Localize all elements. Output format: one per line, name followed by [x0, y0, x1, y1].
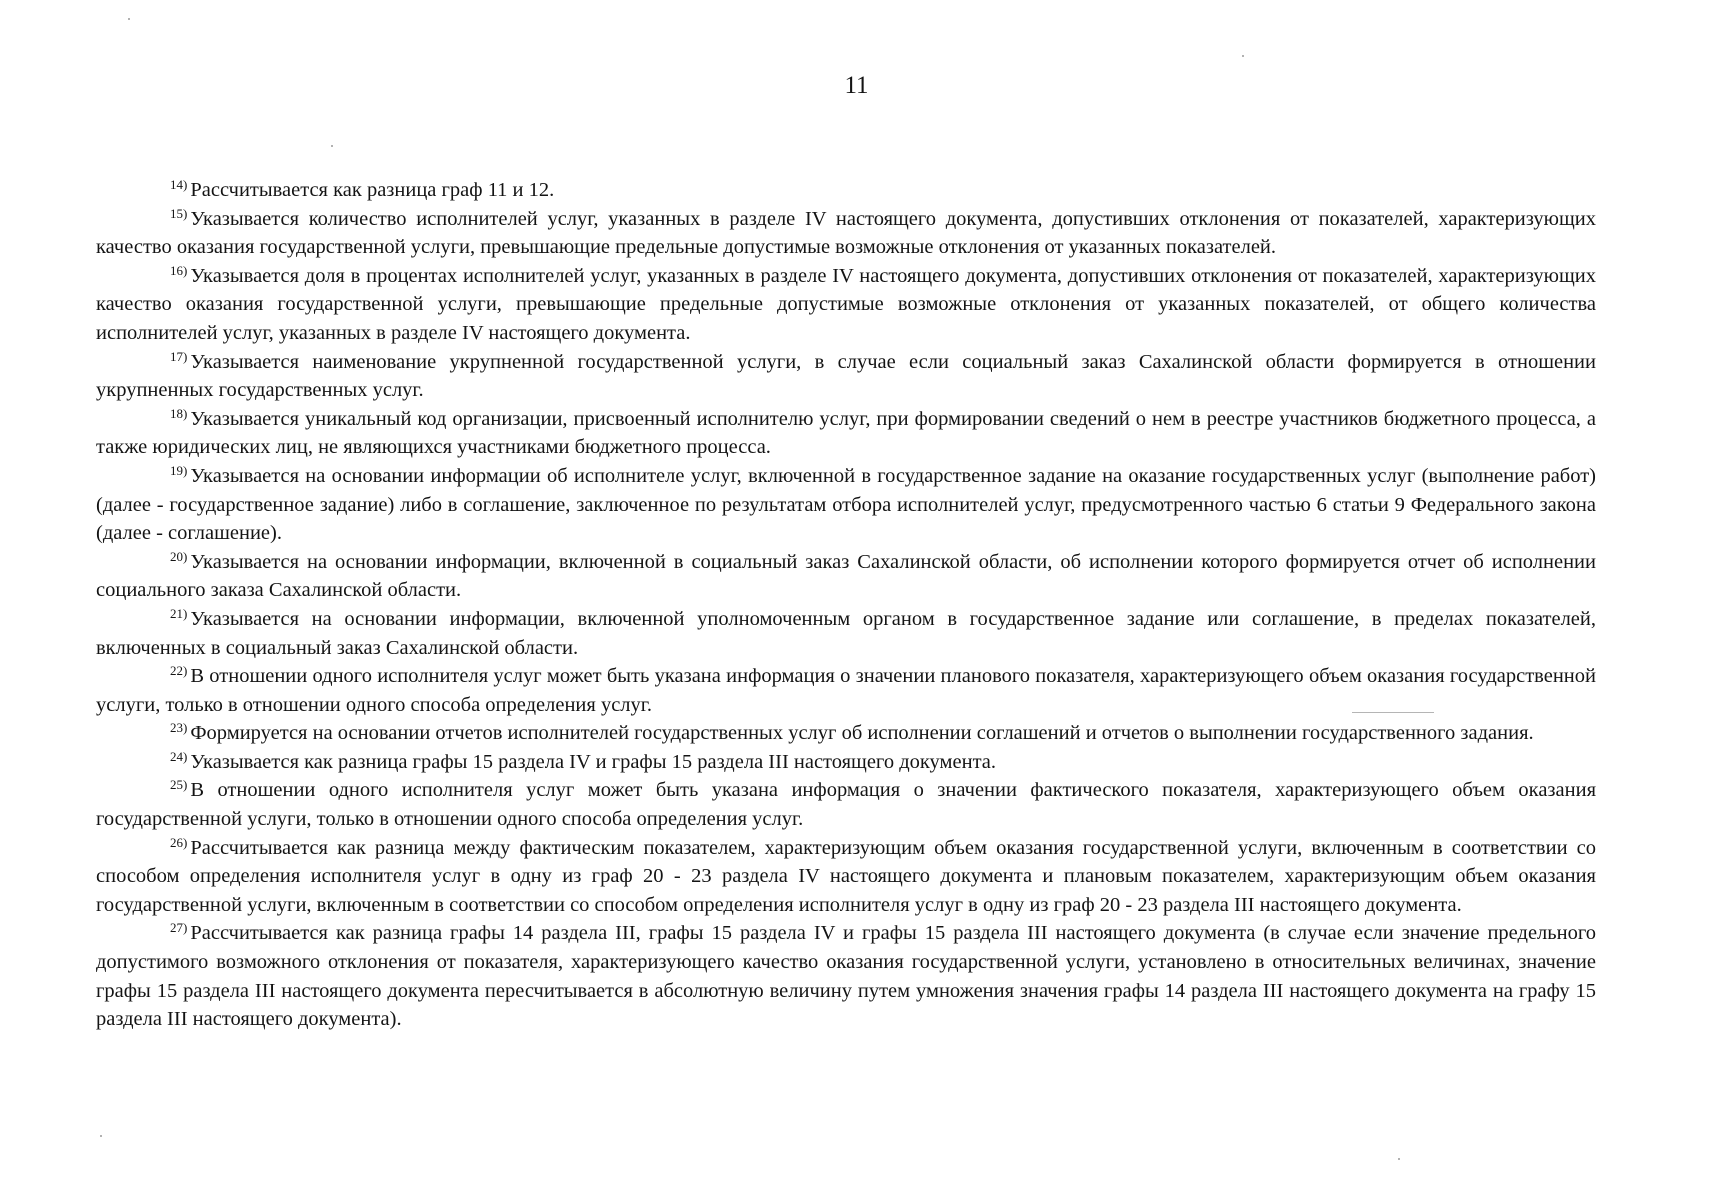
footnote-16 [96, 262, 1596, 348]
footnote-text: Рассчитывается как разница между фактическим показателем, характеризующим объем оказания государственной услуги, включенным в соответствии со способом определения исполнителя услуг в одну из граф 20 - 23 раздела IV настоящего документа и плановым показателем, характеризующим объем оказания государственной услуги, включенным в соответствии со способом определения исполнителя услуг в одну из граф 20 - 23 раздела III настоящего документа. [96, 836, 1596, 916]
footnote-20 [96, 548, 1596, 605]
footnote-marker: 20) [170, 548, 188, 564]
footnote-text: Указывается на основании информации об исполнителе услуг, включенной в государственное задание на оказание государственных услуг (выполнение работ) (далее - государственное задание) либо в соглашение, заключенное по результатам отбора исполнителей услуг, предусмотренного частью 6 статьи 9 Федерального закона (далее - соглашение). [96, 464, 1596, 545]
footnote-22 [96, 662, 1596, 719]
scan-speck [331, 145, 333, 147]
footnote-19 [96, 462, 1596, 548]
scan-speck [128, 18, 130, 20]
footnote-marker: 18) [170, 405, 188, 421]
footnote-text: В отношении одного исполнителя услуг может быть указана информация о значении планового показателя, характеризующего объем оказания государственной услуги, только в отношении одного способа определения услуг. [96, 665, 1596, 716]
footnote-marker: 24) [170, 748, 188, 764]
footnote-27 [96, 919, 1596, 1033]
footnote-25 [96, 776, 1596, 833]
footnote-text: Указывается как разница графы 15 раздела IV и графы 15 раздела III настоящего документа. [190, 750, 996, 773]
footnote-text: Указывается наименование укрупненной государственной услуги, в случае если социальный заказ Сахалинской области формируется в отношении укрупненных государственных услуг. [96, 350, 1596, 402]
footnote-18 [96, 405, 1596, 462]
footnote-17 [96, 348, 1596, 405]
footnote-text: Формируется на основании отчетов исполнителей государственных услуг об исполнении соглашений и отчетов о выполнении государственного задания. [190, 722, 1534, 745]
footnote-marker: 14) [170, 177, 188, 192]
footnotes-list [96, 176, 1596, 1034]
footnote-24 [96, 748, 1596, 777]
footnote-marker: 26) [170, 834, 188, 850]
footnote-marker: 16) [170, 262, 188, 278]
scan-mark [1352, 712, 1434, 713]
footnote-21 [96, 605, 1596, 662]
footnote-marker: 17) [170, 348, 188, 364]
scan-speck [1242, 55, 1244, 57]
footnote-text: В отношении одного исполнителя услуг может быть указана информация о значении фактического показателя, характеризующего объем оказания государственной услуги, только в отношении одного способа определения услуг. [96, 779, 1596, 831]
footnote-14 [96, 176, 1596, 205]
footnote-26 [96, 834, 1596, 920]
footnote-marker: 25) [170, 777, 188, 793]
footnote-marker: 22) [170, 663, 188, 679]
footnote-marker: 19) [170, 462, 188, 478]
scan-speck [100, 1135, 102, 1137]
footnote-marker: 15) [170, 205, 188, 221]
footnote-text: Указывается на основании информации, включенной уполномоченным органом в государственное задание или соглашение, в пределах показателей, включенных в социальный заказ Сахалинской области. [96, 607, 1596, 659]
footnote-text: Указывается на основании информации, включенной в социальный заказ Сахалинской области, об исполнении которого формируется отчет об исполнении социального заказа Сахалинской области. [96, 550, 1596, 602]
footnote-marker: 23) [170, 720, 188, 736]
footnote-23 [96, 719, 1596, 748]
footnote-15 [96, 205, 1596, 262]
footnote-text: Рассчитывается как разница граф 11 и 12. [190, 179, 555, 201]
footnote-marker: 27) [170, 920, 188, 936]
footnote-marker: 21) [170, 605, 188, 621]
scan-speck [1398, 1158, 1400, 1160]
footnote-text: Указывается доля в процентах исполнителей услуг, указанных в разделе IV настоящего документа, допустивших отклонения от показателей, характеризующих качество оказания государственной услуги, превышающие предельные допустимые возможные отклонения от указанных показателей, от общего количества исполнителей услуг, указанных в разделе IV настоящего документа. [96, 264, 1596, 344]
footnote-text: Рассчитывается как разница графы 14 раздела III, графы 15 раздела IV и графы 15 раздела III настоящего документа (в случае если значение предельного допустимого возможного отклонения от показателя, характеризующего качество оказания государственной услуги, установлено в относительных величинах, значение графы 15 раздела III настоящего документа пересчитывается в абсолютную величину путем умножения значения графы 14 раздела III настоящего документа на графу 15 раздела III настоящего документа). [96, 922, 1596, 1031]
footnote-text: Указывается количество исполнителей услуг, указанных в разделе IV настоящего документа, допустивших отклонения от показателей, характеризующих качество оказания государственной услуги, превышающие предельные допустимые возможные отклонения от указанных показателей. [96, 207, 1596, 259]
page-number: 11 [844, 72, 869, 99]
footnote-text: Указывается уникальный код организации, присвоенный исполнителю услуг, при формировании сведений о нем в реестре участников бюджетного процесса, а также юридических лиц, не являющихся участниками бюджетного процесса. [96, 407, 1596, 459]
